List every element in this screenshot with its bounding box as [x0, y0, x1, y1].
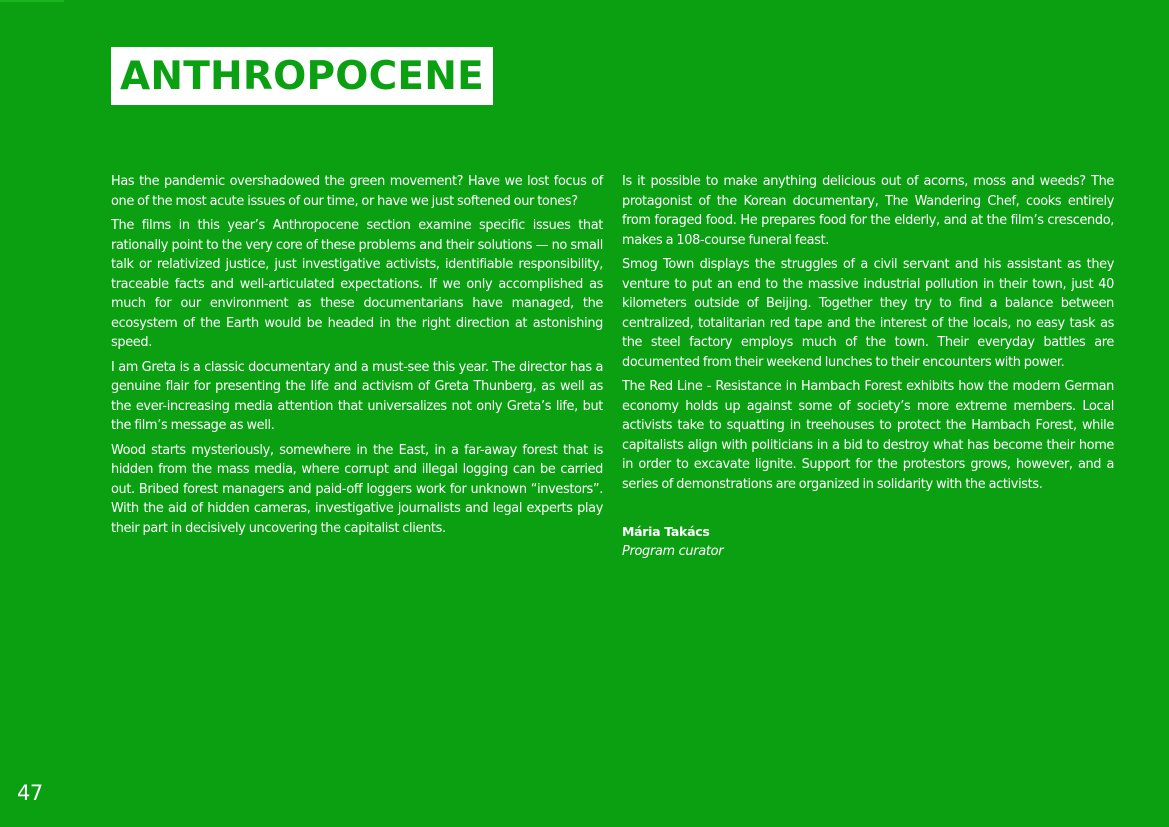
signature — [622, 522, 1114, 561]
right-text-column — [622, 172, 1114, 561]
author-role: Program curator — [622, 543, 724, 559]
section-title: ANTHROPOCENE — [120, 53, 484, 99]
red-line-paragraph: The Red Line - Resistance in Hambach Forest exhibits how the modern German economy holds up against some of society’s more extreme members. Local activists take to squatting in treehouses to protect the Hambach Forest, while capitalists align with politicians in a bid to destroy what has become their home in order to excavate lignite. Support for the protestors grows, however, and a series of demonstrations are organized in solidarity with the activists. — [622, 379, 1114, 492]
section-overview-paragraph: The films in this year’s Anthropocene section examine specific issues that rationally point to the very core of these problems and their solutions — no small talk or relativized justice, just investigative activists, identifiable responsibility, traceable facts and well-articulated expectations. If we only accomplished as much for our environment as these documentarians have managed, the ecosystem of the Earth would be headed in the right direction at astonishing speed. — [111, 218, 603, 350]
smog-town-paragraph: Smog Town displays the struggles of a civil servant and his assistant as they venture to put an end to the massive industrial pollution in their town, just 40 kilometers outside of Beijing. Together they try to find a balance between centralized, totalitarian red tape and the interest of the locals, no easy task as the steel factory employs much of the town. Their everyday battles are documented from their weekend lunches to their encounters with power. — [622, 257, 1114, 370]
wood-paragraph: Wood starts mysteriously, somewhere in the East, in a far-away forest that is hidden from the mass media, where corrupt and illegal logging can be carried out. Bribed forest managers and paid-off loggers work for unknown “investors”. With the aid of hidden cameras, investigative journalists and legal experts play their part in decisively uncovering the capitalist clients. — [111, 442, 603, 536]
left-text-column — [111, 172, 603, 543]
intro-paragraph: Has the pandemic overshadowed the green movement? Have we lost focus of one of the most acute issues of our time, or have we just softened our tones? — [111, 174, 603, 209]
author-name: Mária Takács — [622, 524, 710, 539]
corner-mark — [0, 0, 64, 2]
greta-paragraph: I am Greta is a classic documentary and a must-see this year. The director has a genuine flair for presenting the life and activism of Greta Thunberg, as well as the ever-increasing media attention that universalizes not only Greta’s life, but the film’s message as well. — [111, 359, 603, 433]
page-number: 47 — [17, 781, 43, 805]
wandering-chef-paragraph: Is it possible to make anything delicious out of acorns, moss and weeds? The protagonist of the Korean documentary, The Wandering Chef, cooks entirely from foraged food. He prepares food for the elderly, and at the film’s crescendo, makes a 108-course funeral feast. — [622, 174, 1114, 248]
section-title-box — [111, 47, 493, 105]
